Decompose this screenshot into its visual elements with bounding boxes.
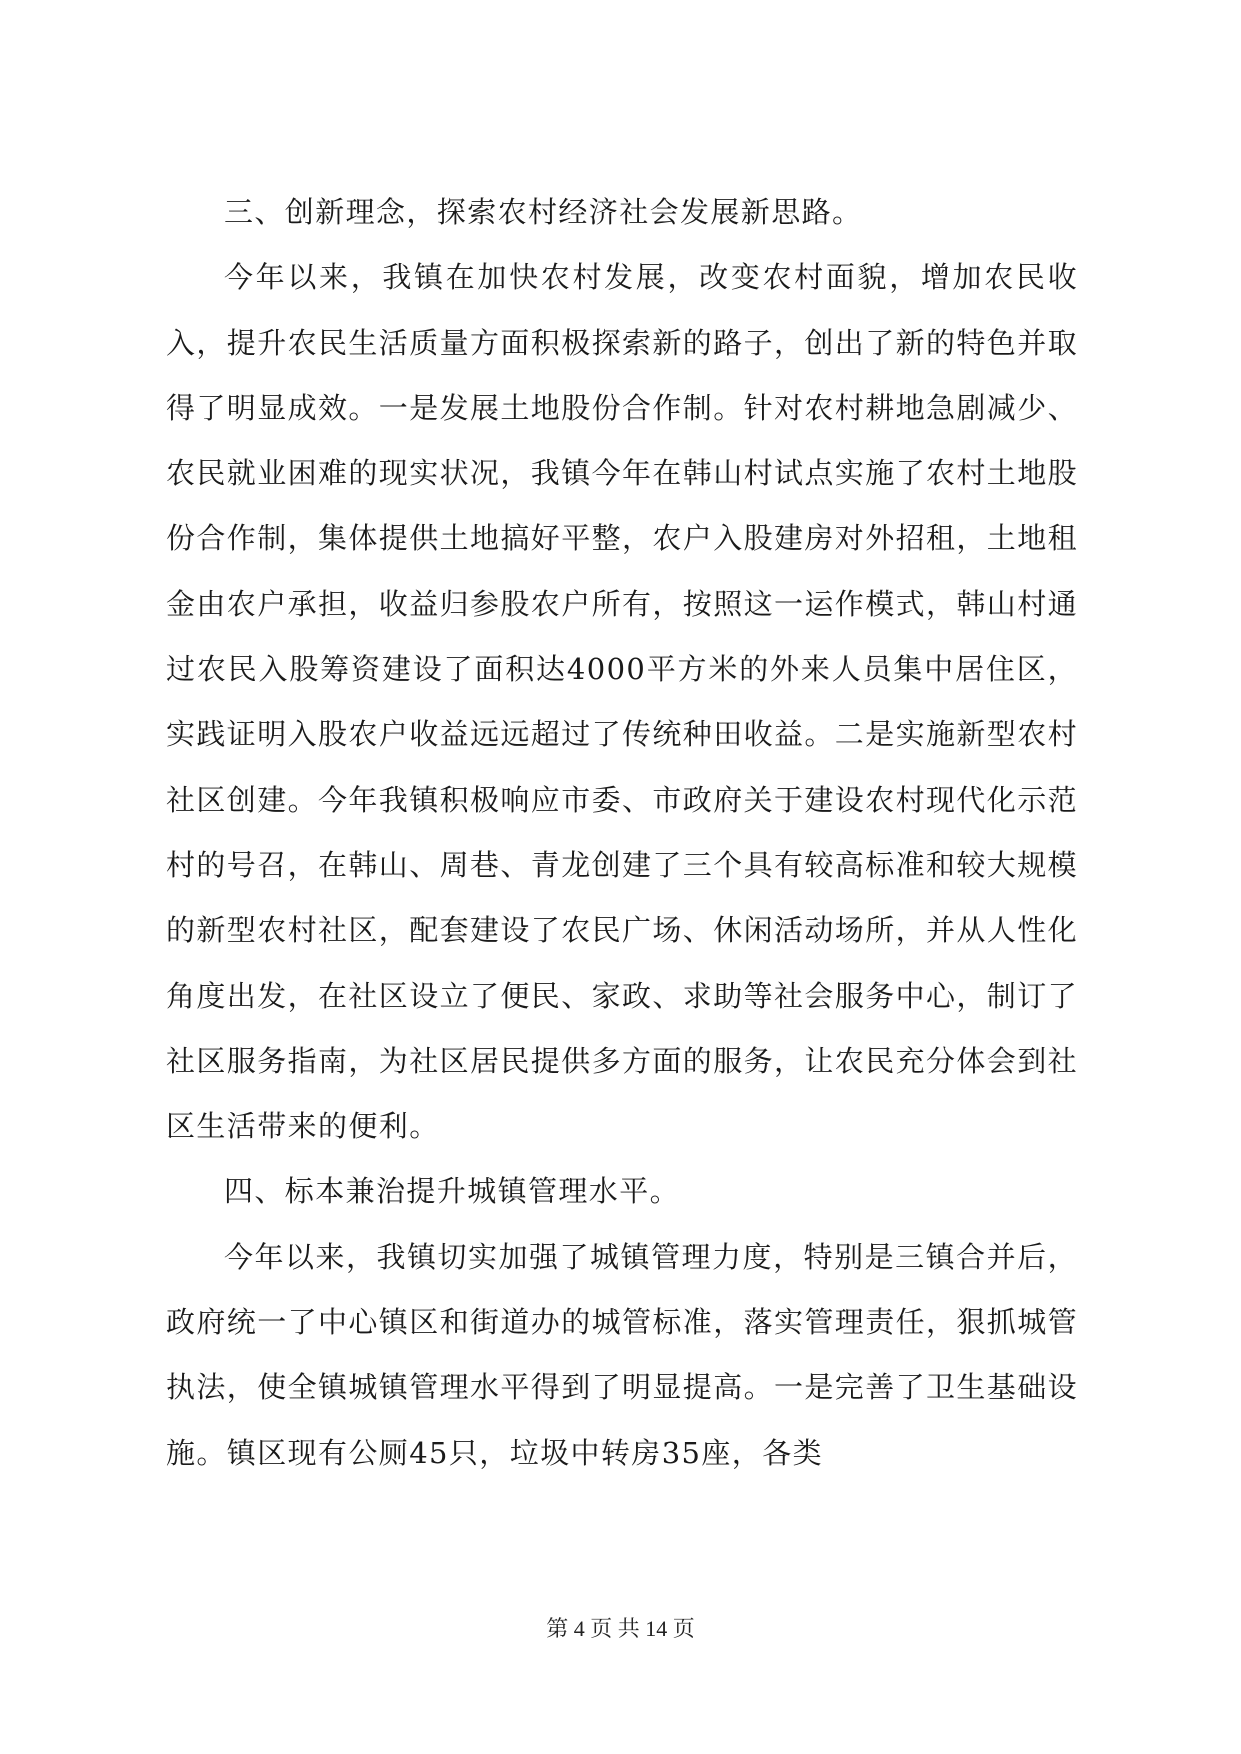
document-body [166, 180, 1078, 1486]
section-paragraph-3: 今年以来，我镇在加快农村发展，改变农村面貌，增加农民收入，提升农民生活质量方面积极探索新的路子，创出了新的特色并取得了明显成效。一是发展土地股份合作制。针对农村耕地急剧减少、农民就业困难的现实状况，我镇今年在韩山村试点实施了农村土地股份合作制，集体提供土地搞好平整，农户入股建房对外招租，土地租金由农户承担，收益归参股农户所有，按照这一运作模式，韩山村通过农民入股筹资建设了面积达4000平方米的外来人员集中居住区，实践证明入股农户收益远远超过了传统种田收益。二是实施新型农村社区创建。今年我镇积极响应市委、市政府关于建设农村现代化示范村的号召，在韩山、周巷、青龙创建了三个具有较高标准和较大规模的新型农村社区，配套建设了农民广场、休闲活动场所，并从人性化角度出发，在社区设立了便民、家政、求助等社会服务中心，制订了社区服务指南，为社区居民提供多方面的服务，让农民充分体会到社区生活带来的便利。 [166, 260, 1079, 1144]
section-paragraph-4: 今年以来，我镇切实加强了城镇管理力度，特别是三镇合并后，政府统一了中心镇区和街道办的城管标准，落实管理责任，狠抓城管执法，使全镇城镇管理水平得到了明显提高。一是完善了卫生基础设施。镇区现有公厕45只，垃圾中转房35座，各类 [166, 1239, 1079, 1470]
section-heading-4: 四、标本兼治提升城镇管理水平。 [224, 1174, 681, 1209]
page-number-footer: 第 4 页 共 14 页 [546, 1616, 695, 1641]
section-heading-3: 三、创新理念，探索农村经济社会发展新思路。 [224, 195, 863, 229]
